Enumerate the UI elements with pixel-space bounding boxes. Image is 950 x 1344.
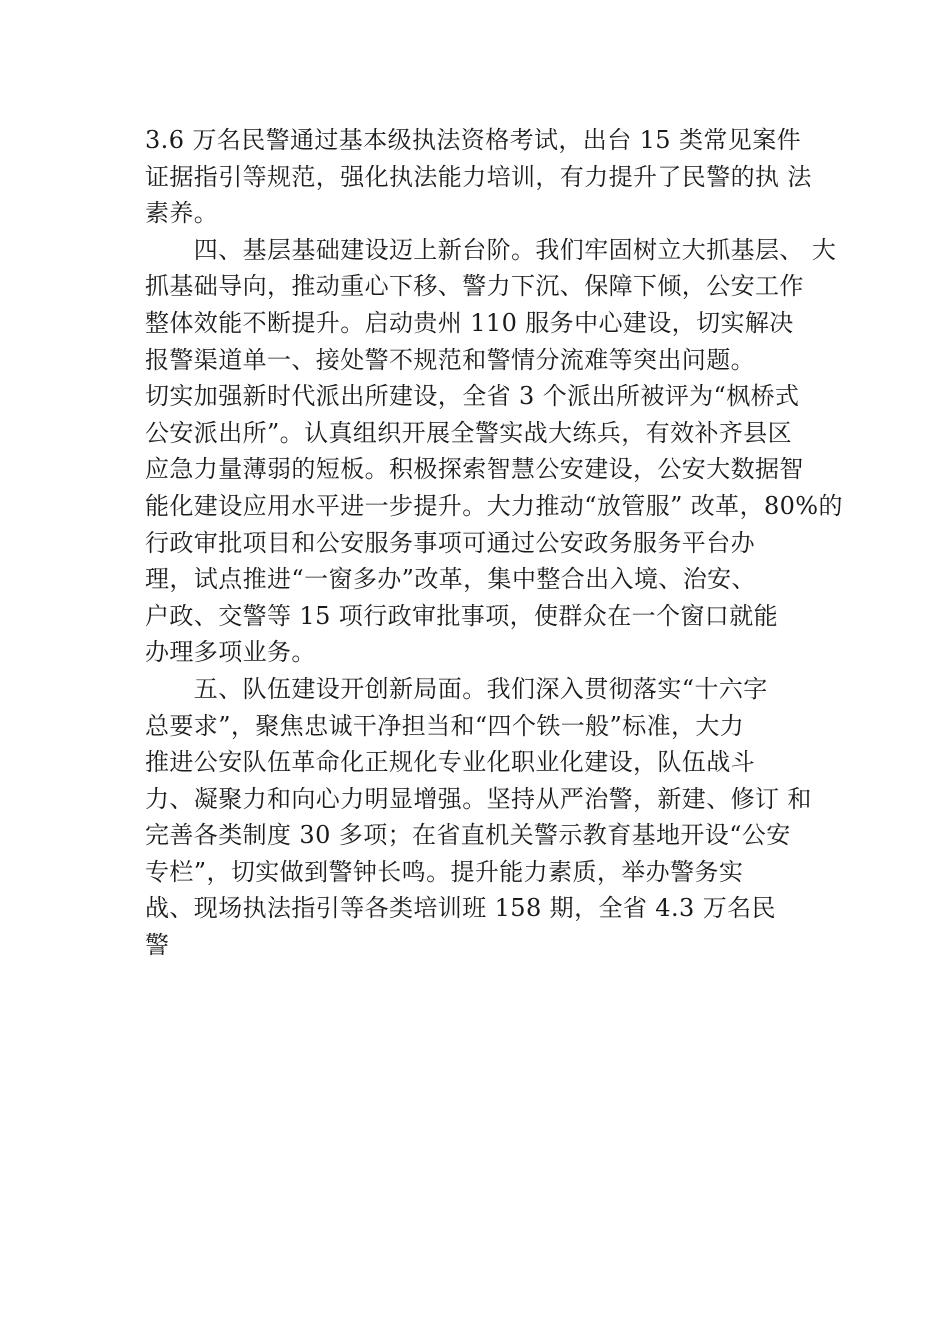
text-line-7: 报警渠道单一、接处警不规范和警情分流难等突出问题。 [145,345,755,374]
body-text [145,122,843,964]
text-line-6: 整体效能不断提升。启动贵州 110 服务中心建设，切实解决 [145,308,794,337]
text-line-14: 户政、交警等 15 项行政审批事项，使群众在一个窗口就能 [145,601,778,630]
text-line-20: 完善各类制度 30 多项；在省直机关警示教育基地开设“公安 [145,821,791,850]
text-line-22: 战、现场执法指引等各类培训班 158 期，全省 4.3 万名民 [145,894,776,923]
text-line-23: 警 [145,931,170,960]
text-line-19: 力、凝聚力和向心力明显增强。坚持从严治警，新建、修订 和 [145,784,812,813]
text-line-11: 能化建设应用水平进一步提升。大力推动“放管服” 改革，80%的 [145,491,843,520]
text-line-17: 总要求”，聚焦忠诚干净担当和“四个铁一般”标准，大力 [145,711,745,740]
text-line-4: 四、基层基础建设迈上新台阶。我们牢固树立大抓基层、 大 [145,235,837,264]
text-line-9: 公安派出所”。认真组织开展全警实战大练兵，有效补齐县区 [145,418,793,447]
text-line-16: 五、队伍建设开创新局面。我们深入贯彻落实“十六字 [145,674,768,703]
text-line-5: 抓基础导向，推动重心下移、警力下沉、保障下倾，公安工作 [145,272,804,301]
text-line-15: 办理多项业务。 [145,638,316,667]
text-line-13: 理，试点推进“一窗多办”改革，集中整合出入境、治安、 [145,565,756,594]
text-line-1: 3.6 万名民警通过基本级执法资格考试，出台 15 类常见案件 [145,126,801,154]
text-line-8: 切实加强新时代派出所建设，全省 3 个派出所被评为“枫桥式 [145,382,800,411]
text-line-3: 素养。 [145,199,219,228]
text-line-2: 证据指引等规范，强化执法能力培训，有力提升了民警的执 法 [145,162,812,191]
text-line-18: 推进公安队伍革命化正规化专业化职业化建设，队伍战斗 [145,748,755,777]
text-line-21: 专栏”，切实做到警钟长鸣。提升能力素质，举办警务实 [145,857,744,886]
text-line-10: 应急力量薄弱的短板。积极探索智慧公安建设，公安大数据智 [145,455,804,484]
text-line-12: 行政审批项目和公安服务事项可通过公安政务服务平台办 [145,528,755,557]
